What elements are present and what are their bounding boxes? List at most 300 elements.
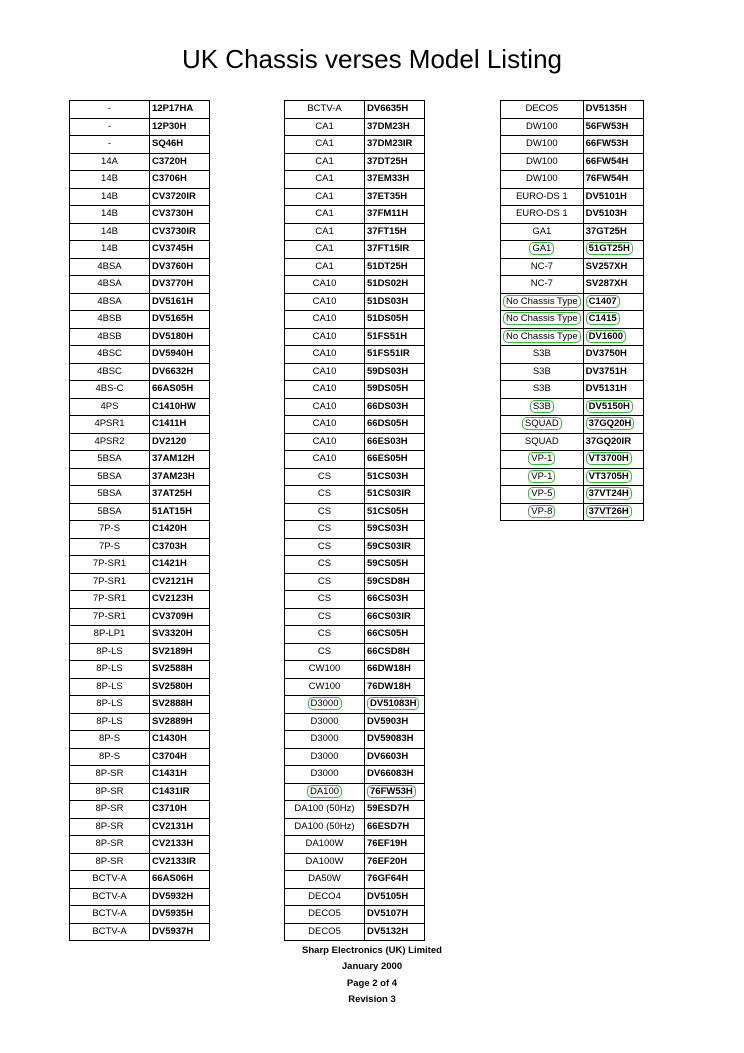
model-cell xyxy=(583,416,643,434)
model-label: DV5903H xyxy=(367,715,409,727)
chassis-cell xyxy=(285,626,365,644)
model-label: DV5135H xyxy=(585,103,627,115)
model-cell xyxy=(150,888,210,906)
chassis-label: D3000 xyxy=(308,697,342,710)
chassis-cell xyxy=(70,836,150,854)
chassis-cell xyxy=(70,241,150,259)
chassis-cell xyxy=(285,416,365,434)
chassis-label: CA1 xyxy=(315,120,334,132)
chassis-cell xyxy=(501,363,584,381)
model-cell xyxy=(583,188,643,206)
listing-table-2 xyxy=(284,100,425,941)
model-cell xyxy=(365,118,425,136)
model-cell xyxy=(583,241,643,259)
model-label: 66FW53H xyxy=(585,138,629,150)
chassis-cell xyxy=(70,328,150,346)
chassis-label: 4PSR2 xyxy=(94,435,125,447)
model-cell xyxy=(150,906,210,924)
model-label: DV6632H xyxy=(152,365,194,377)
table-row xyxy=(501,171,644,189)
model-cell xyxy=(365,241,425,259)
table-row xyxy=(285,416,425,434)
model-cell xyxy=(150,433,210,451)
model-cell xyxy=(365,468,425,486)
chassis-cell xyxy=(285,206,365,224)
chassis-label: 14B xyxy=(101,208,118,220)
chassis-label: 8P-LP1 xyxy=(93,628,126,640)
model-label: CV2121H xyxy=(152,575,194,587)
chassis-label: No Chassis Type xyxy=(503,295,581,308)
chassis-label: DECO5 xyxy=(308,925,341,937)
chassis-label: 14B xyxy=(101,190,118,202)
table-row xyxy=(70,888,210,906)
chassis-label: SQUAD xyxy=(522,417,562,430)
chassis-cell xyxy=(285,923,365,941)
chassis-cell xyxy=(70,748,150,766)
chassis-label: BCTV-A xyxy=(92,925,127,937)
chassis-cell xyxy=(501,311,584,329)
chassis-cell xyxy=(501,416,584,434)
model-cell xyxy=(150,136,210,154)
chassis-cell xyxy=(285,363,365,381)
table-row xyxy=(70,678,210,696)
chassis-cell xyxy=(70,626,150,644)
chassis-label: 4PSR1 xyxy=(94,418,125,430)
model-label: C3720H xyxy=(152,155,187,167)
table-row xyxy=(501,293,644,311)
chassis-label: CS xyxy=(317,593,332,605)
model-label: SV2580H xyxy=(152,680,193,692)
table-row xyxy=(70,503,210,521)
chassis-cell xyxy=(70,433,150,451)
model-label: DV5150H xyxy=(586,400,633,413)
model-label: SV287XH xyxy=(585,278,628,290)
model-cell xyxy=(365,136,425,154)
model-label: DV5932H xyxy=(152,890,194,902)
table-row xyxy=(70,241,210,259)
chassis-label: VP-5 xyxy=(528,487,555,500)
chassis-cell xyxy=(285,381,365,399)
table-row xyxy=(501,136,644,154)
model-cell xyxy=(365,363,425,381)
model-label: 66ES05H xyxy=(367,453,408,465)
chassis-cell xyxy=(285,258,365,276)
chassis-label: 14B xyxy=(101,173,118,185)
table-row xyxy=(70,258,210,276)
chassis-cell xyxy=(70,801,150,819)
model-cell xyxy=(583,346,643,364)
table-row xyxy=(285,486,425,504)
model-cell xyxy=(365,818,425,836)
chassis-cell xyxy=(70,276,150,294)
table-row xyxy=(501,433,644,451)
model-label: CV2131H xyxy=(152,820,194,832)
model-cell xyxy=(583,136,643,154)
chassis-cell xyxy=(70,713,150,731)
chassis-cell xyxy=(285,731,365,749)
model-label: CV3745H xyxy=(152,243,194,255)
table-row xyxy=(501,223,644,241)
model-cell xyxy=(150,118,210,136)
chassis-cell xyxy=(501,433,584,451)
model-label: 51CS03H xyxy=(367,470,409,482)
table-row xyxy=(70,468,210,486)
model-cell xyxy=(365,398,425,416)
model-label: 37GQ20H xyxy=(586,417,635,430)
model-cell xyxy=(365,311,425,329)
table-row xyxy=(285,713,425,731)
model-cell xyxy=(150,241,210,259)
table-row xyxy=(285,731,425,749)
chassis-label: CS xyxy=(317,540,332,552)
chassis-label: CS xyxy=(317,645,332,657)
model-label: 37AT25H xyxy=(152,488,192,500)
table-row xyxy=(285,276,425,294)
model-label: SV257XH xyxy=(585,260,628,272)
table-row xyxy=(70,661,210,679)
model-cell xyxy=(365,766,425,784)
model-cell xyxy=(583,486,643,504)
model-label: DV6635H xyxy=(367,103,409,115)
chassis-label: 5BSA xyxy=(97,453,122,465)
table-row xyxy=(70,486,210,504)
model-label: C1420H xyxy=(152,523,187,535)
model-cell xyxy=(365,608,425,626)
model-label: C3704H xyxy=(152,750,187,762)
chassis-label: S3B xyxy=(532,348,551,360)
table-row xyxy=(70,206,210,224)
model-cell xyxy=(583,206,643,224)
chassis-label: 8P-S xyxy=(98,750,121,762)
model-label: 66CS05H xyxy=(367,628,409,640)
listing-body-1 xyxy=(70,101,210,941)
chassis-label: 7P-SR1 xyxy=(92,610,127,622)
model-cell xyxy=(150,153,210,171)
model-cell xyxy=(150,398,210,416)
model-label: 37EM33H xyxy=(367,173,410,185)
model-label: 51DS03H xyxy=(367,295,409,307)
table-row xyxy=(70,101,210,119)
model-cell xyxy=(150,643,210,661)
model-label: 37AM23H xyxy=(152,470,195,482)
model-label: CV2133H xyxy=(152,838,194,850)
chassis-label: CW100 xyxy=(308,680,341,692)
model-label: 59DS05H xyxy=(367,383,409,395)
model-cell xyxy=(365,451,425,469)
model-label: DV5107H xyxy=(367,908,409,920)
chassis-cell xyxy=(285,118,365,136)
chassis-label: 8P-S xyxy=(98,733,121,745)
table-row xyxy=(70,713,210,731)
chassis-label: CA1 xyxy=(315,190,334,202)
chassis-label: EURO-DS 1 xyxy=(515,208,568,220)
chassis-label: CS xyxy=(317,488,332,500)
model-label: C1421H xyxy=(152,558,187,570)
model-label: 66ES03H xyxy=(367,435,408,447)
footer-date: January 2000 xyxy=(341,961,403,972)
model-label: DV3760H xyxy=(152,260,194,272)
model-label: 51FS51IR xyxy=(367,348,410,360)
model-label: CV2133IR xyxy=(152,855,196,867)
model-cell xyxy=(583,433,643,451)
model-cell xyxy=(150,381,210,399)
table-row xyxy=(70,556,210,574)
model-label: 37GQ20IR xyxy=(585,435,632,447)
chassis-cell xyxy=(70,888,150,906)
listing-table-3 xyxy=(500,100,644,521)
chassis-cell xyxy=(70,136,150,154)
model-cell xyxy=(583,153,643,171)
chassis-label: 7P-SR1 xyxy=(92,575,127,587)
model-cell xyxy=(150,731,210,749)
model-cell xyxy=(150,363,210,381)
model-cell xyxy=(365,416,425,434)
table-row xyxy=(285,608,425,626)
table-row xyxy=(501,363,644,381)
chassis-cell xyxy=(501,346,584,364)
model-cell xyxy=(365,503,425,521)
model-label: DV59083H xyxy=(367,733,414,745)
chassis-label: 4BSA xyxy=(97,278,122,290)
table-row xyxy=(501,118,644,136)
chassis-label: CA10 xyxy=(312,400,337,412)
chassis-label: D3000 xyxy=(310,750,339,762)
chassis-label: CA10 xyxy=(312,313,337,325)
table-row xyxy=(285,696,425,714)
chassis-label: CS xyxy=(317,575,332,587)
model-cell xyxy=(365,276,425,294)
chassis-label: No Chassis Type xyxy=(503,330,581,343)
table-row xyxy=(70,328,210,346)
model-cell xyxy=(150,871,210,889)
chassis-label: DA100W xyxy=(305,855,344,867)
chassis-cell xyxy=(70,153,150,171)
model-cell xyxy=(150,713,210,731)
chassis-cell xyxy=(285,241,365,259)
table-row xyxy=(70,188,210,206)
model-label: C3703H xyxy=(152,540,187,552)
chassis-label: CA1 xyxy=(315,138,334,150)
chassis-label: 14A xyxy=(101,155,118,167)
chassis-cell xyxy=(285,328,365,346)
chassis-label: DW100 xyxy=(525,138,558,150)
chassis-label: 8P-SR xyxy=(95,838,124,850)
chassis-cell xyxy=(285,871,365,889)
chassis-cell xyxy=(501,293,584,311)
chassis-label: DW100 xyxy=(525,173,558,185)
model-label: DV1600 xyxy=(586,330,626,343)
model-label: C3706H xyxy=(152,173,187,185)
model-label: 59CS03IR xyxy=(367,540,411,552)
model-label: 12P30H xyxy=(152,120,187,132)
model-cell xyxy=(365,538,425,556)
chassis-cell xyxy=(285,573,365,591)
footer-company: Sharp Electronics (UK) Limited xyxy=(302,945,442,956)
chassis-label: CA10 xyxy=(312,383,337,395)
chassis-label: 4BSC xyxy=(97,348,122,360)
chassis-label: CS xyxy=(317,523,332,535)
table-row xyxy=(285,661,425,679)
chassis-cell xyxy=(285,801,365,819)
chassis-cell xyxy=(501,171,584,189)
chassis-label: 4BS-C xyxy=(95,383,124,395)
chassis-cell xyxy=(70,661,150,679)
chassis-label: DA100 (50Hz) xyxy=(294,803,355,815)
model-label: DV5131H xyxy=(585,383,627,395)
model-label: 51CS03IR xyxy=(367,488,411,500)
table-row xyxy=(501,206,644,224)
model-label: 37ET35H xyxy=(367,190,408,202)
chassis-cell xyxy=(501,136,584,154)
model-label: C1430H xyxy=(152,733,187,745)
chassis-label: S3B xyxy=(532,365,551,377)
model-cell xyxy=(150,521,210,539)
chassis-label: CA1 xyxy=(315,225,334,237)
table-row xyxy=(285,818,425,836)
model-label: SV2588H xyxy=(152,663,193,675)
model-cell xyxy=(365,783,425,801)
table-row xyxy=(501,241,644,259)
chassis-cell xyxy=(285,188,365,206)
listing-body-2 xyxy=(285,101,425,941)
model-cell xyxy=(150,311,210,329)
footer-page: Page 2 of 4 xyxy=(346,978,398,989)
model-cell xyxy=(150,171,210,189)
chassis-cell xyxy=(285,451,365,469)
chassis-cell xyxy=(70,696,150,714)
table-row xyxy=(285,398,425,416)
chassis-cell xyxy=(501,381,584,399)
model-cell xyxy=(583,223,643,241)
chassis-cell xyxy=(70,311,150,329)
model-cell xyxy=(150,748,210,766)
chassis-cell xyxy=(70,591,150,609)
chassis-cell xyxy=(70,503,150,521)
model-cell xyxy=(365,153,425,171)
chassis-cell xyxy=(285,101,365,119)
table-row xyxy=(70,801,210,819)
chassis-label: - xyxy=(107,138,112,150)
chassis-label: 5BSA xyxy=(97,488,122,500)
chassis-label: No Chassis Type xyxy=(503,312,581,325)
model-cell xyxy=(365,346,425,364)
model-cell xyxy=(583,293,643,311)
model-cell xyxy=(150,853,210,871)
chassis-cell xyxy=(285,521,365,539)
chassis-cell xyxy=(70,573,150,591)
model-label: DV5101H xyxy=(585,190,627,202)
table-row xyxy=(501,346,644,364)
model-label: 66DW18H xyxy=(367,663,411,675)
chassis-label: 8P-LS xyxy=(96,645,123,657)
chassis-cell xyxy=(70,556,150,574)
table-row xyxy=(501,276,644,294)
table-row xyxy=(285,258,425,276)
chassis-label: 8P-LS xyxy=(96,715,123,727)
table-row xyxy=(70,871,210,889)
model-cell xyxy=(150,101,210,119)
model-cell xyxy=(150,573,210,591)
model-cell xyxy=(583,118,643,136)
model-cell xyxy=(583,311,643,329)
table-row xyxy=(70,853,210,871)
chassis-cell xyxy=(70,381,150,399)
model-label: 51AT15H xyxy=(152,505,192,517)
chassis-label: VP-1 xyxy=(528,452,555,465)
chassis-label: 4BSA xyxy=(97,260,122,272)
chassis-label: 7P-S xyxy=(98,523,121,535)
chassis-label: 7P-SR1 xyxy=(92,558,127,570)
model-label: 66AS06H xyxy=(152,873,194,885)
table-row xyxy=(285,853,425,871)
table-row xyxy=(285,381,425,399)
chassis-label: 14B xyxy=(101,225,118,237)
model-cell xyxy=(365,573,425,591)
model-label: DV5937H xyxy=(152,925,194,937)
model-label: 66AS05H xyxy=(152,383,194,395)
table-row xyxy=(501,398,644,416)
model-cell xyxy=(150,293,210,311)
model-cell xyxy=(150,486,210,504)
chassis-cell xyxy=(70,538,150,556)
table-row xyxy=(285,468,425,486)
model-cell xyxy=(365,626,425,644)
model-label: CV3730IR xyxy=(152,225,196,237)
chassis-label: CA10 xyxy=(312,330,337,342)
model-cell xyxy=(365,293,425,311)
chassis-cell xyxy=(285,346,365,364)
model-cell xyxy=(583,363,643,381)
model-label: DV3770H xyxy=(152,278,194,290)
table-row xyxy=(285,906,425,924)
chassis-cell xyxy=(285,906,365,924)
model-cell xyxy=(150,451,210,469)
table-row xyxy=(285,503,425,521)
model-cell xyxy=(150,591,210,609)
table-row xyxy=(70,311,210,329)
table-row xyxy=(70,766,210,784)
model-label: 66DS05H xyxy=(367,418,409,430)
table-row xyxy=(285,836,425,854)
chassis-label: 5BSA xyxy=(97,505,122,517)
model-label: DV5132H xyxy=(367,925,409,937)
model-label: CV3709H xyxy=(152,610,194,622)
model-label: 56FW53H xyxy=(585,120,629,132)
chassis-label: - xyxy=(107,103,112,115)
chassis-cell xyxy=(285,661,365,679)
chassis-cell xyxy=(70,101,150,119)
table-row xyxy=(70,573,210,591)
chassis-label: CA10 xyxy=(312,348,337,360)
model-cell xyxy=(365,906,425,924)
chassis-cell xyxy=(501,153,584,171)
chassis-cell xyxy=(285,748,365,766)
model-label: DV66083H xyxy=(367,768,414,780)
chassis-cell xyxy=(285,643,365,661)
model-cell xyxy=(365,836,425,854)
model-label: 66FW54H xyxy=(585,155,629,167)
chassis-label: GA1 xyxy=(532,225,552,237)
chassis-cell xyxy=(285,136,365,154)
chassis-cell xyxy=(285,433,365,451)
chassis-cell xyxy=(285,486,365,504)
model-label: C1431H xyxy=(152,768,187,780)
model-cell xyxy=(365,748,425,766)
table-row xyxy=(285,871,425,889)
chassis-label: CA10 xyxy=(312,278,337,290)
model-label: 51FS51H xyxy=(367,330,408,342)
table-row xyxy=(285,538,425,556)
